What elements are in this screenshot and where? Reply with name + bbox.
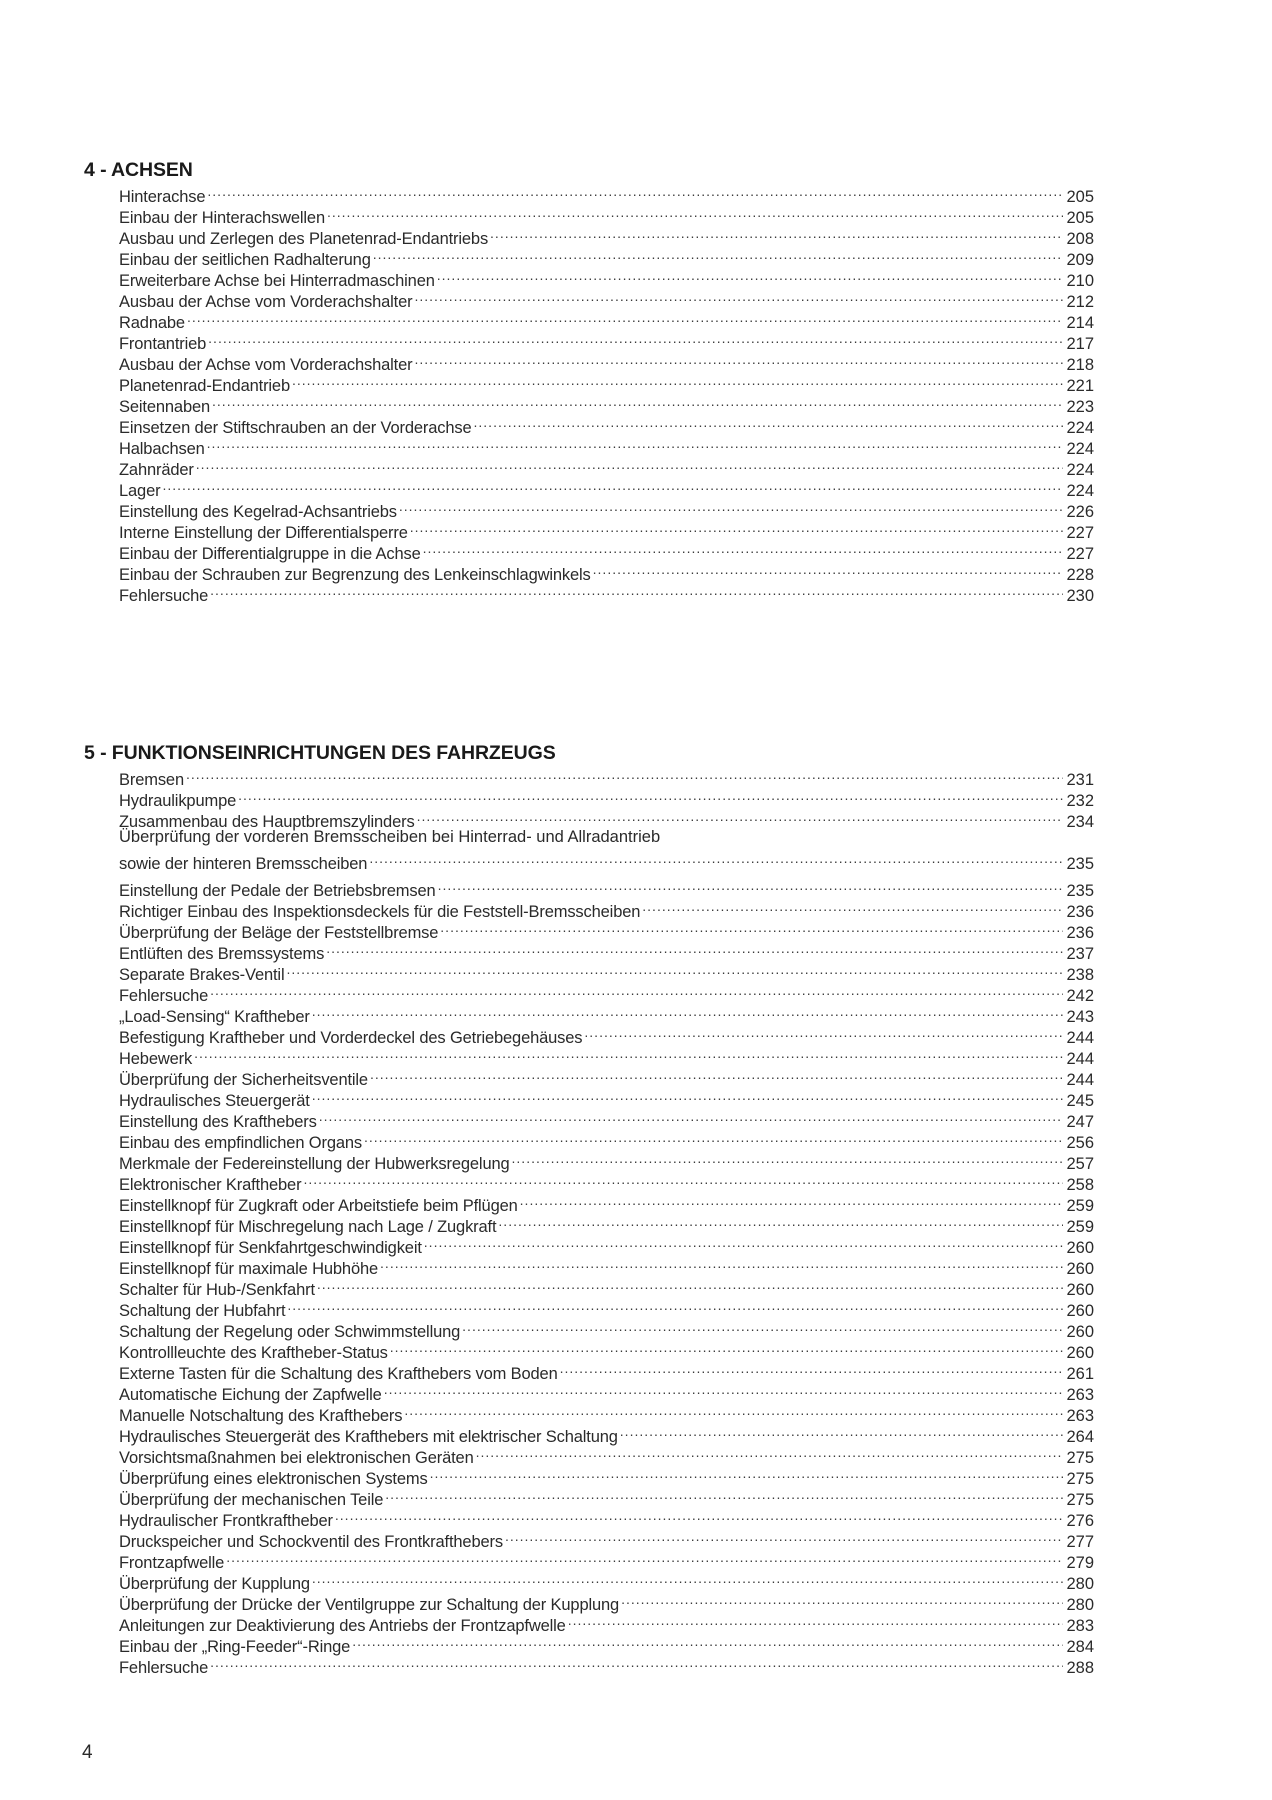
toc-entry-label: Anleitungen zur Deaktivierung des Antriebs der Frontzapfwelle xyxy=(119,1617,566,1635)
toc-entry-label: Hydraulikpumpe xyxy=(119,792,237,810)
dot-leader xyxy=(414,286,1063,307)
toc-entry-page: 243 xyxy=(1066,1008,1094,1026)
toc-entry-page: 260 xyxy=(1066,1260,1094,1278)
dot-leader xyxy=(621,1589,1063,1610)
toc-entry-label: Frontantrieb xyxy=(119,335,207,353)
dot-leader xyxy=(440,917,1063,938)
toc-entry[interactable] xyxy=(119,475,1094,500)
toc-entry-page: 227 xyxy=(1066,524,1094,542)
toc-entry-page: 260 xyxy=(1066,1239,1094,1257)
toc-entry-label: Einbau der „Ring-Feeder“-Ringe xyxy=(119,1638,351,1656)
toc-entry-label: Automatische Eichung der Zapfwelle xyxy=(119,1386,382,1404)
toc-entry-page: 260 xyxy=(1066,1323,1094,1341)
toc-entry[interactable] xyxy=(119,391,1094,416)
toc-entry-page: 208 xyxy=(1066,230,1094,248)
toc-entry-page: 232 xyxy=(1066,792,1094,810)
dot-leader xyxy=(560,1358,1063,1379)
toc-entry-label: Befestigung Kraftheber und Vorderdeckel des Getriebegehäuses xyxy=(119,1029,583,1047)
toc-entry-page: 275 xyxy=(1066,1491,1094,1509)
dot-leader xyxy=(194,1043,1063,1064)
toc-entry-page: 236 xyxy=(1066,903,1094,921)
toc-entry-label: Vorsichtsmaßnahmen bei elektronischen Geräten xyxy=(119,1449,474,1467)
dot-leader xyxy=(417,806,1063,827)
toc-entry-label: Ausbau und Zerlegen des Planetenrad-Endantriebs xyxy=(119,230,489,248)
toc-entry-label: Hinterachse xyxy=(119,188,206,206)
toc-entry[interactable] xyxy=(119,307,1094,332)
toc-entry-page: 280 xyxy=(1066,1596,1094,1614)
toc-entry-page: 237 xyxy=(1066,945,1094,963)
toc-list xyxy=(84,181,1094,605)
toc-entry[interactable] xyxy=(119,328,1094,353)
toc-entry-label: Hydraulischer Frontkraftheber xyxy=(119,1512,333,1530)
toc-entry[interactable] xyxy=(119,349,1094,374)
dot-leader xyxy=(326,938,1063,959)
dot-leader xyxy=(319,1106,1063,1127)
toc-entry-label: Einbau der Hinterachswellen xyxy=(119,209,325,227)
dot-leader xyxy=(490,223,1063,244)
toc-entry-page: 280 xyxy=(1066,1575,1094,1593)
toc-list xyxy=(84,764,1094,1677)
toc-entry-label: „Load-Sensing“ Kraftheber xyxy=(119,1008,310,1026)
dot-leader xyxy=(287,1295,1063,1316)
dot-leader xyxy=(399,496,1063,517)
toc-entry-label: Lager xyxy=(119,482,161,500)
toc-entry-label: Einbau der Schrauben zur Begrenzung des Lenkeinschlagwinkels xyxy=(119,566,591,584)
toc-entry-label: Schalter für Hub-/Senkfahrt xyxy=(119,1281,315,1299)
toc-entry-label: Überprüfung der mechanischen Teile xyxy=(119,1491,384,1509)
dot-leader xyxy=(476,1442,1063,1463)
dot-leader xyxy=(207,433,1063,454)
dot-leader xyxy=(424,1232,1063,1253)
toc-entry-page: 235 xyxy=(1066,882,1094,900)
toc-entry-label: Schaltung der Hubfahrt xyxy=(119,1302,286,1320)
toc-entry-label: Hydraulisches Steuergerät xyxy=(119,1092,310,1110)
toc-entry-label: Einbau der seitlichen Radhalterung xyxy=(119,251,371,269)
toc-entry-page: 212 xyxy=(1066,293,1094,311)
dot-leader xyxy=(335,1505,1063,1526)
toc-entry-page: 284 xyxy=(1066,1638,1094,1656)
toc-entry[interactable] xyxy=(119,1001,1094,1026)
toc-entry-page: 217 xyxy=(1066,335,1094,353)
dot-leader xyxy=(414,349,1063,370)
toc-entry-label: sowie der hinteren Bremsscheiben xyxy=(119,855,368,873)
toc-entry[interactable] xyxy=(119,1568,1094,1593)
toc-entry-label: Überprüfung der Kupplung xyxy=(119,1575,310,1593)
dot-leader xyxy=(317,1274,1063,1295)
dot-leader xyxy=(210,1652,1063,1673)
dot-leader xyxy=(385,1484,1063,1505)
dot-leader xyxy=(286,959,1063,980)
toc-entry-page: 259 xyxy=(1066,1197,1094,1215)
toc-entry[interactable] xyxy=(119,202,1094,227)
toc-entry-page: 275 xyxy=(1066,1449,1094,1467)
toc-entry-page: 205 xyxy=(1066,188,1094,206)
toc-entry-page: 257 xyxy=(1066,1155,1094,1173)
dot-leader xyxy=(423,538,1063,559)
toc-entry-label: Entlüften des Bremssystems xyxy=(119,945,325,963)
toc-section-achsen xyxy=(84,159,1094,605)
dot-leader xyxy=(212,391,1063,412)
toc-entry-label: Einstellknopf für maximale Hubhöhe xyxy=(119,1260,379,1278)
toc-entry[interactable] xyxy=(119,806,1094,831)
toc-entry-label: Radnabe xyxy=(119,314,185,332)
toc-entry-page: 260 xyxy=(1066,1281,1094,1299)
toc-entry-label: Seitennaben xyxy=(119,398,211,416)
toc-entry-page: 230 xyxy=(1066,587,1094,605)
toc-entry-page: 210 xyxy=(1066,272,1094,290)
dot-leader xyxy=(512,1148,1063,1169)
toc-entry-page: 275 xyxy=(1066,1470,1094,1488)
toc-entry-page: 260 xyxy=(1066,1302,1094,1320)
toc-entry-label: Hydraulisches Steuergerät des Krafthebers mit elektrischer Schaltung xyxy=(119,1428,618,1446)
toc-entry[interactable] xyxy=(119,1547,1094,1572)
dot-leader xyxy=(187,307,1063,328)
dot-leader xyxy=(303,1169,1063,1190)
toc-entry[interactable] xyxy=(119,496,1094,521)
toc-entry-page: 279 xyxy=(1066,1554,1094,1572)
dot-leader xyxy=(186,764,1063,785)
dot-leader xyxy=(312,1085,1063,1106)
toc-entry-label: Fehlersuche xyxy=(119,587,209,605)
toc-entry-label: Ausbau der Achse vom Vorderachshalter xyxy=(119,293,413,311)
toc-entry-label: Einbau des empfindlichen Organs xyxy=(119,1134,363,1152)
toc-entry-label: Elektronischer Kraftheber xyxy=(119,1176,302,1194)
dot-leader xyxy=(404,1400,1063,1421)
toc-entry[interactable] xyxy=(119,875,1094,900)
toc-entry-label: Überprüfung der Beläge der Feststellbremse xyxy=(119,924,439,942)
dot-leader xyxy=(437,265,1063,286)
toc-entry-page: 244 xyxy=(1066,1071,1094,1089)
dot-leader xyxy=(208,328,1063,349)
toc-entry[interactable] xyxy=(119,980,1094,1005)
toc-entry-label: Einstellknopf für Zugkraft oder Arbeitstiefe beim Pflügen xyxy=(119,1197,518,1215)
toc-entry-label: Schaltung der Regelung oder Schwimmstellung xyxy=(119,1323,461,1341)
dot-leader xyxy=(352,1631,1063,1652)
toc-entry-page: 263 xyxy=(1066,1386,1094,1404)
dot-leader xyxy=(369,848,1063,869)
toc-entry-page: 264 xyxy=(1066,1428,1094,1446)
dot-leader xyxy=(505,1526,1063,1547)
toc-entry-page: 247 xyxy=(1066,1113,1094,1131)
toc-entry-page: 223 xyxy=(1066,398,1094,416)
dot-leader xyxy=(474,412,1063,433)
dot-leader xyxy=(196,454,1063,475)
dot-leader xyxy=(226,1547,1063,1568)
dot-leader xyxy=(210,980,1063,1001)
toc-entry-label: Ausbau der Achse vom Vorderachshalter xyxy=(119,356,413,374)
dot-leader xyxy=(312,1001,1063,1022)
toc-entry-label: Interne Einstellung der Differentialsperre xyxy=(119,524,408,542)
toc-entry-label: Einstellung des Krafthebers xyxy=(119,1113,317,1131)
toc-entry-page: 214 xyxy=(1066,314,1094,332)
dot-leader xyxy=(568,1610,1063,1631)
toc-section-funktionseinrichtungen xyxy=(84,742,1094,1677)
toc-entry-label: Einstellknopf für Senkfahrtgeschwindigkeit xyxy=(119,1239,422,1257)
toc-entry[interactable] xyxy=(119,764,1094,789)
dot-leader xyxy=(380,1253,1063,1274)
toc-entry[interactable] xyxy=(119,1652,1094,1677)
toc-entry-page: 277 xyxy=(1066,1533,1094,1551)
dot-leader xyxy=(370,1064,1063,1085)
toc-entry-page: 261 xyxy=(1066,1365,1094,1383)
dot-leader xyxy=(373,244,1063,265)
toc-entry-page: 245 xyxy=(1066,1092,1094,1110)
toc-entry-label: Einstellknopf für Mischregelung nach Lage / Zugkraft xyxy=(119,1218,497,1236)
dot-leader xyxy=(438,875,1063,896)
dot-leader xyxy=(364,1127,1063,1148)
toc-entry-label: Erweiterbare Achse bei Hinterradmaschinen xyxy=(119,272,435,290)
toc-entry-label: Planetenrad-Endantrieb xyxy=(119,377,290,395)
toc-entry-label: Merkmale der Federeinstellung der Hubwerksregelung xyxy=(119,1155,510,1173)
dot-leader xyxy=(327,202,1063,223)
toc-entry-page: 226 xyxy=(1066,503,1094,521)
toc-entry-label: Zusammenbau des Hauptbremszylinders xyxy=(119,813,415,831)
toc-entry-label: Bremsen xyxy=(119,771,184,789)
toc-entry-page: 218 xyxy=(1066,356,1094,374)
toc-entry-label: Fehlersuche xyxy=(119,987,209,1005)
toc-entry-page: 224 xyxy=(1066,440,1094,458)
dot-leader xyxy=(238,785,1063,806)
toc-entry[interactable] xyxy=(119,580,1094,605)
toc-entry-page: 228 xyxy=(1066,566,1094,584)
page-number: 4 xyxy=(82,1742,93,1763)
dot-leader xyxy=(390,1337,1063,1358)
toc-entry-label: Separate Brakes-Ventil xyxy=(119,966,285,984)
dot-leader xyxy=(498,1211,1063,1232)
toc-entry-page: 288 xyxy=(1066,1659,1094,1677)
toc-entry-label: Zahnräder xyxy=(119,461,194,479)
toc-entry-label: Halbachsen xyxy=(119,440,205,458)
toc-entry-page: 283 xyxy=(1066,1617,1094,1635)
toc-entry-label: Überprüfung eines elektronischen Systems xyxy=(119,1470,428,1488)
toc-entry[interactable] xyxy=(119,454,1094,479)
toc-entry-page: 224 xyxy=(1066,482,1094,500)
toc-entry[interactable] xyxy=(119,785,1094,810)
dot-leader xyxy=(620,1421,1063,1442)
dot-leader xyxy=(430,1463,1063,1484)
toc-entry-label: Einstellung der Pedale der Betriebsbremsen xyxy=(119,882,436,900)
toc-entry-row xyxy=(119,848,1094,875)
toc-entry-page: 244 xyxy=(1066,1050,1094,1068)
dot-leader xyxy=(462,1316,1063,1337)
toc-entry-page: 209 xyxy=(1066,251,1094,269)
toc-entry-label: Manuelle Notschaltung des Krafthebers xyxy=(119,1407,403,1425)
toc-entry-page: 224 xyxy=(1066,461,1094,479)
toc-entry-label-line1: Überprüfung der vorderen Bremsscheiben bei Hinterrad- und Allradantrieb xyxy=(119,828,661,846)
toc-entry-label: Externe Tasten für die Schaltung des Krafthebers vom Boden xyxy=(119,1365,558,1383)
toc-entry-page: 259 xyxy=(1066,1218,1094,1236)
toc-entry-label: Kontrollleuchte des Kraftheber-Status xyxy=(119,1344,388,1362)
toc-entry-label: Einstellung des Kegelrad-Achsantriebs xyxy=(119,503,397,521)
dot-leader xyxy=(312,1568,1063,1589)
toc-entry-label: Einsetzen der Stiftschrauben an der Vorderachse xyxy=(119,419,472,437)
toc-entry[interactable] xyxy=(119,827,1094,875)
toc-entry-page: 234 xyxy=(1066,813,1094,831)
toc-entry-page: 260 xyxy=(1066,1344,1094,1362)
toc-entry[interactable] xyxy=(119,433,1094,458)
dot-leader xyxy=(410,517,1063,538)
toc-entry-page: 205 xyxy=(1066,209,1094,227)
toc-entry[interactable] xyxy=(119,412,1094,437)
toc-entry[interactable] xyxy=(119,1043,1094,1068)
dot-leader xyxy=(207,181,1063,202)
toc-entry-page: 263 xyxy=(1066,1407,1094,1425)
toc-entry-page: 221 xyxy=(1066,377,1094,395)
dot-leader xyxy=(584,1022,1063,1043)
section-title: 4 - ACHSEN xyxy=(84,159,193,181)
toc-entry-page: 227 xyxy=(1066,545,1094,563)
dot-leader xyxy=(292,370,1063,391)
toc-entry-page: 231 xyxy=(1066,771,1094,789)
toc-entry-label: Druckspeicher und Schockventil des Frontkrafthebers xyxy=(119,1533,503,1551)
toc-entry-label: Frontzapfwelle xyxy=(119,1554,225,1572)
dot-leader xyxy=(520,1190,1063,1211)
toc-entry-label: Fehlersuche xyxy=(119,1659,209,1677)
toc-entry-page: 258 xyxy=(1066,1176,1094,1194)
dot-leader xyxy=(384,1379,1063,1400)
toc-entry-label: Überprüfung der Drücke der Ventilgruppe zur Schaltung der Kupplung xyxy=(119,1596,620,1614)
dot-leader xyxy=(642,896,1063,917)
toc-entry-page: 236 xyxy=(1066,924,1094,942)
toc-entry-page: 276 xyxy=(1066,1512,1094,1530)
toc-entry[interactable] xyxy=(119,181,1094,206)
toc-entry-label: Überprüfung der Sicherheitsventile xyxy=(119,1071,368,1089)
dot-leader xyxy=(162,475,1063,496)
toc-entry-label: Hebewerk xyxy=(119,1050,193,1068)
toc-entry-page: 244 xyxy=(1066,1029,1094,1047)
toc-entry-label: Richtiger Einbau des Inspektionsdeckels für die Feststell-Bremsscheiben xyxy=(119,903,641,921)
toc-entry-page: 238 xyxy=(1066,966,1094,984)
toc-entry-page: 242 xyxy=(1066,987,1094,1005)
toc-entry-page: 224 xyxy=(1066,419,1094,437)
toc-entry-page: 235 xyxy=(1066,855,1094,873)
toc-entry[interactable] xyxy=(119,1064,1094,1089)
dot-leader xyxy=(210,580,1063,601)
dot-leader xyxy=(593,559,1063,580)
toc-entry-page: 256 xyxy=(1066,1134,1094,1152)
section-title: 5 - FUNKTIONSEINRICHTUNGEN DES FAHRZEUGS xyxy=(84,742,556,764)
toc-entry-label: Einbau der Differentialgruppe in die Achse xyxy=(119,545,421,563)
